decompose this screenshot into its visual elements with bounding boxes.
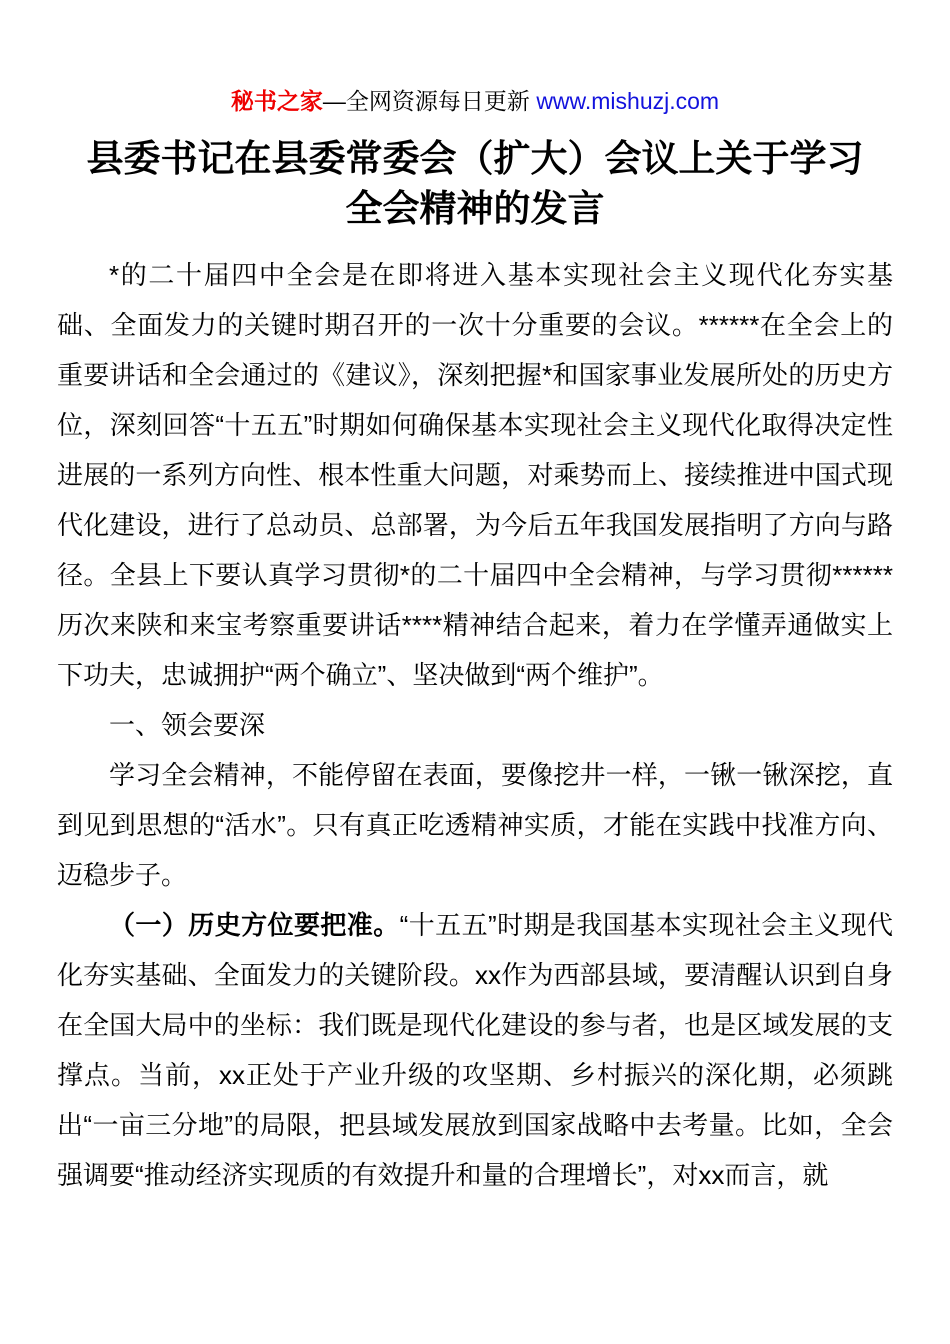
site-tagline: —全网资源每日更新 — [322, 88, 537, 114]
section-heading — [57, 700, 893, 750]
intro-paragraph — [57, 250, 893, 700]
site-name: 秘书之家 — [230, 88, 323, 114]
subsection-paragraph — [57, 900, 893, 1200]
text-segment: “十五五”时期是我国基本实现社会主义现代化夯实基础、全面发力的关键阶段。xx作为西部县域，要清醒认识到自身在全国大局中的坐标：我们既是现代化建设的参与者，也是区域发展的支撑点。当前，xx正处于产业升级的攻坚期、乡村振兴的深化期，必须跳出“一亩三分地”的局限，把县域发展放到国家战略中去考量。比如，全会强调要“推动经济实现质的有效提升和量的合理增长”，对xx而言，就 — [57, 910, 893, 1190]
text-segment: *的二十届四中全会是在即将进入基本实现社会主义现代化夯实基础、全面发力的关键时期召开的一次十分重要的会议。******在全会上的重要讲话和全会通过的《建议》，深刻把握*和国家事业发展所处的历史方位，深刻回答“十五五”时期如何确保基本实现社会主义现代化取得决定性进展的一系列方向性、根本性重大问题，对乘势而上、接续推进中国式现代化建设，进行了总动员、总部署，为今后五年我国发展指明了方向与路径。全县上下要认真学习贯彻*的二十届四中全会精神，与学习贯彻******历次来陕和来宝考察重要讲话****精神结合起来，着力在学懂弄通做实上下功夫，忠诚拥护“两个确立”、坚决做到“两个维护”。 — [57, 260, 893, 690]
text-segment: 一、领会要深 — [109, 710, 266, 740]
bold-text-segment: （一）历史方位要把准。 — [109, 910, 400, 940]
site-url-link[interactable]: www.mishuzj.com — [536, 88, 720, 114]
text-segment: 学习全会精神，不能停留在表面，要像挖井一样，一锹一锹深挖，直到见到思想的“活水”。只有真正吃透精神实质，才能在实践中找准方向、迈稳步子。 — [57, 760, 893, 890]
paragraph — [57, 750, 893, 900]
document-title: 县委书记在县委常委会（扩大）会议上关于学习全会精神的发言 — [86, 138, 864, 229]
document-body — [57, 250, 893, 1200]
site-header — [57, 84, 893, 118]
